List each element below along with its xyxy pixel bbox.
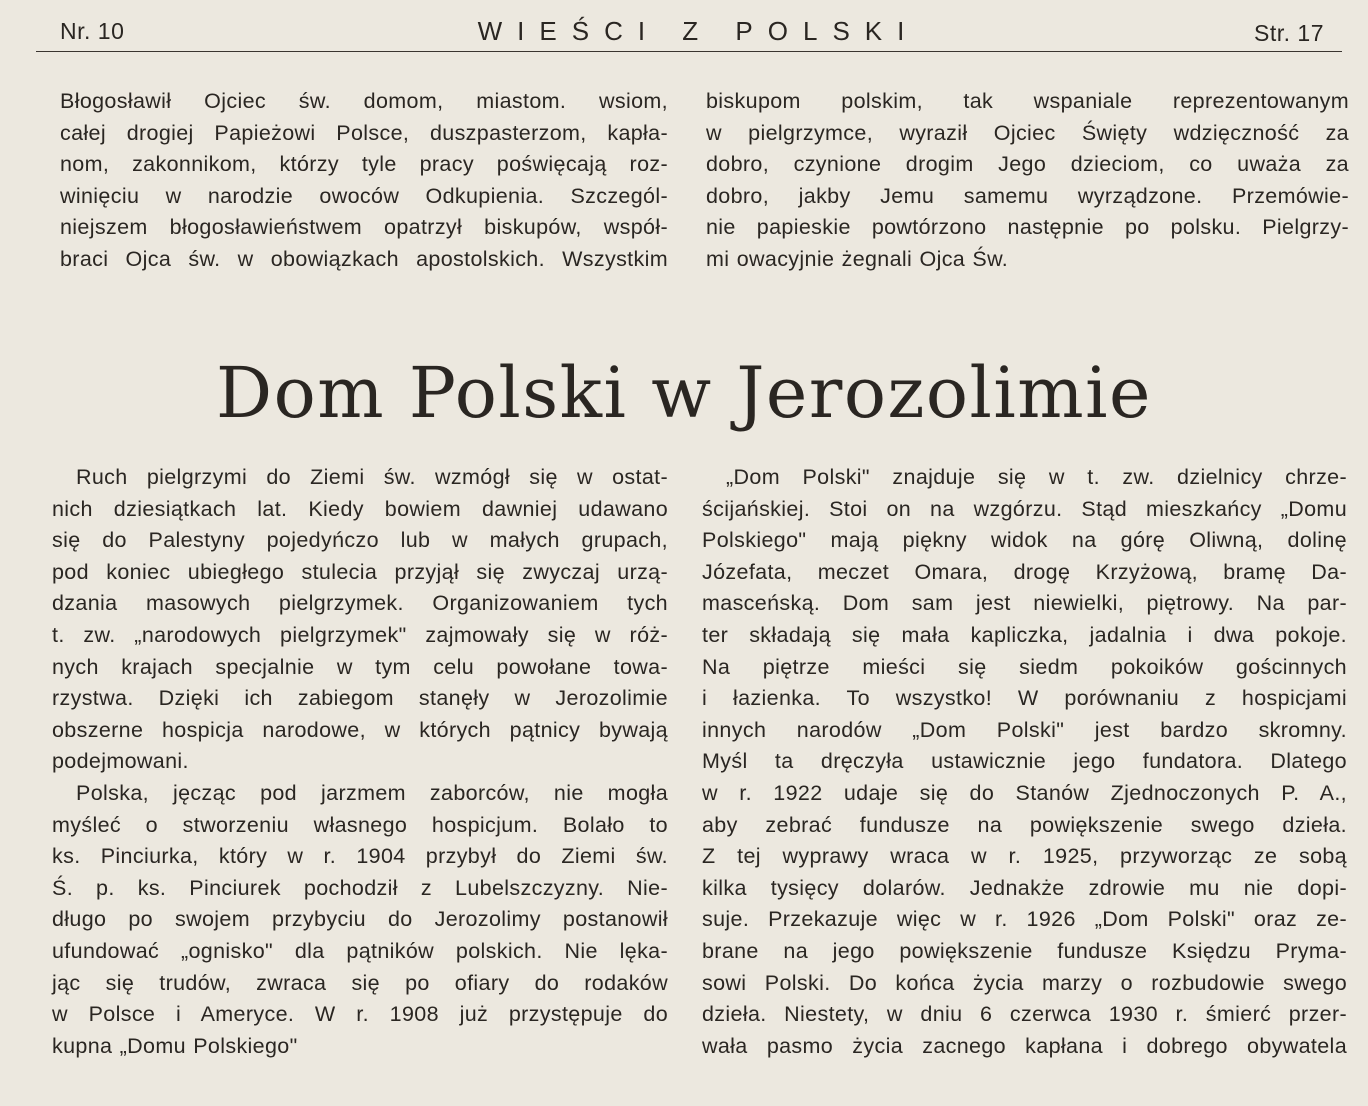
header-rule <box>36 51 1342 52</box>
article-title: Dom Polski w Jerozolimie <box>216 352 1152 434</box>
page-number: Str. 17 <box>1254 20 1324 46</box>
text-line: pod koniec ubiegłego stulecia przyjął się zwyczaj urzą- <box>52 559 668 584</box>
text-line: długo po swojem przybyciu do Jerozolimy postanowił <box>52 907 668 932</box>
text-line: kupna „Domu Polskiego" <box>52 1033 298 1058</box>
text-line: kilka tysięcy dolarów. Jednakże zdrowie mu nie dopi- <box>702 875 1347 900</box>
text-line: dobro, jakby Jemu samemu wyrządzone. Przemówie- <box>706 183 1349 208</box>
issue-number: Nr. 10 <box>60 18 125 44</box>
text-line: innych narodów „Dom Polski" jest bardzo skromny. <box>702 717 1347 742</box>
text-line: Józefata, meczet Omara, drogę Krzyżową, bramę Da- <box>702 559 1347 584</box>
running-head <box>58 14 1324 48</box>
text-line: Polska, jęcząc pod jarzmem zaborców, nie mogła <box>76 780 668 805</box>
text-line: masceńską. Dom sam jest niewielki, piętrowy. Na par- <box>702 591 1347 616</box>
text-line: się do Palestyny pojedyńczo lub w małych grupach, <box>52 528 668 553</box>
text-line: nych krajach specjalnie w tym celu powołane towa- <box>52 654 668 679</box>
text-line: t. zw. „narodowych pielgrzymek" zajmowały się w róż- <box>52 622 668 647</box>
text-line: Ruch pielgrzymi do Ziemi św. wzmógł się w ostat- <box>76 465 668 489</box>
text-line: dzania masowych pielgrzymek. Organizowaniem tych <box>52 591 668 616</box>
text-line: Polskiego" mają piękny widok na górę Oliwną, dolinę <box>702 528 1347 553</box>
text-line: mi owacyjnie żegnali Ojca Św. <box>706 246 1009 271</box>
text-line: w r. 1922 udaje się do Stanów Zjednoczonych P. A., <box>702 780 1347 805</box>
text-line: sowi Polski. Do końca życia marzy o rozbudowie swego <box>702 970 1347 995</box>
article-column-left <box>52 462 668 1062</box>
text-line: obszerne hospicja narodowe, w których pątnicy bywają <box>52 717 668 742</box>
text-line: brane na jego powiększenie fundusze Księdzu Pryma- <box>702 938 1347 963</box>
text-line: ks. Pinciurka, który w r. 1904 przybył do Ziemi św. <box>52 844 668 869</box>
text-line: braci Ojca św. w obowiązkach apostolskich. Wszystkim <box>60 246 668 271</box>
text-line: rzystwa. Dzięki ich zabiegom stanęły w Jerozolimie <box>52 686 668 711</box>
text-line: jąc się trudów, zwraca się po ofiary do rodaków <box>52 970 668 995</box>
text-line: Błogosławił Ojciec św. domom, miastom. wsiom, <box>60 89 668 113</box>
text-line: dzieła. Niestety, w dniu 6 czerwca 1930 r. śmierć przer- <box>702 1002 1347 1027</box>
text-line: w pielgrzymce, wyraził Ojciec Święty wdzięczność za <box>706 120 1349 145</box>
text-line: „Dom Polski" znajduje się w t. zw. dzielnicy chrze- <box>726 465 1347 489</box>
text-line: wała pasmo życia zacnego kapłana i dobrego obywatela <box>702 1033 1347 1058</box>
text-line: biskupom polskim, tak wspaniale reprezentowanym <box>706 89 1349 113</box>
text-line: aby zebrać fundusze na powiększenie swego dzieła. <box>702 812 1347 837</box>
text-line: całej drogiej Papieżowi Polsce, duszpasterzom, kapła- <box>60 120 668 145</box>
previous-article-column-right <box>706 86 1349 276</box>
journal-title: WIEŚCI Z POLSKI <box>477 16 920 46</box>
text-line: podejmowani. <box>52 749 189 774</box>
text-line: i łazienka. To wszystko! W porównaniu z hospicjami <box>702 686 1347 711</box>
text-line: Ś. p. ks. Pinciurek pochodził z Lubelszczyzny. Nie- <box>52 875 668 900</box>
text-line: winięciu w narodzie owoców Odkupienia. Szczegól- <box>60 183 668 208</box>
text-line: w Polsce i Ameryce. W r. 1908 już przystępuje do <box>52 1002 668 1027</box>
text-line: ter składają się mała kapliczka, jadalnia i dwa pokoje. <box>702 622 1347 647</box>
previous-article-column-left <box>60 86 668 276</box>
text-line: nom, zakonnikom, którzy tyle pracy poświęcają roz- <box>60 152 668 177</box>
text-line: Z tej wyprawy wraca w r. 1925, przyworząc ze sobą <box>702 844 1347 869</box>
text-line: Myśl ta dręczyła ustawicznie jego fundatora. Dlatego <box>702 749 1347 774</box>
article-column-right <box>702 462 1347 1062</box>
text-line: Na piętrze mieści się siedm pokoików gościnnych <box>702 654 1347 679</box>
text-line: nich dziesiątkach lat. Kiedy bowiem dawniej udawano <box>52 496 668 521</box>
text-line: dobro, czynione drogim Jego dzieciom, co uważa za <box>706 152 1349 177</box>
text-line: myśleć o stworzeniu własnego hospicjum. Bolało to <box>52 812 668 837</box>
text-line: niejszem błogosławieństwem opatrzył biskupów, współ- <box>60 215 668 240</box>
text-line: ścijańskiej. Stoi on na wzgórzu. Stąd mieszkańcy „Domu <box>702 496 1347 521</box>
text-line: suje. Przekazuje więc w r. 1926 „Dom Polski" oraz ze- <box>702 907 1347 932</box>
text-line: nie papieskie powtórzono następnie po polsku. Pielgrzy- <box>706 215 1349 240</box>
text-line: ufundować „ognisko" dla pątników polskich. Nie lęka- <box>52 938 668 963</box>
